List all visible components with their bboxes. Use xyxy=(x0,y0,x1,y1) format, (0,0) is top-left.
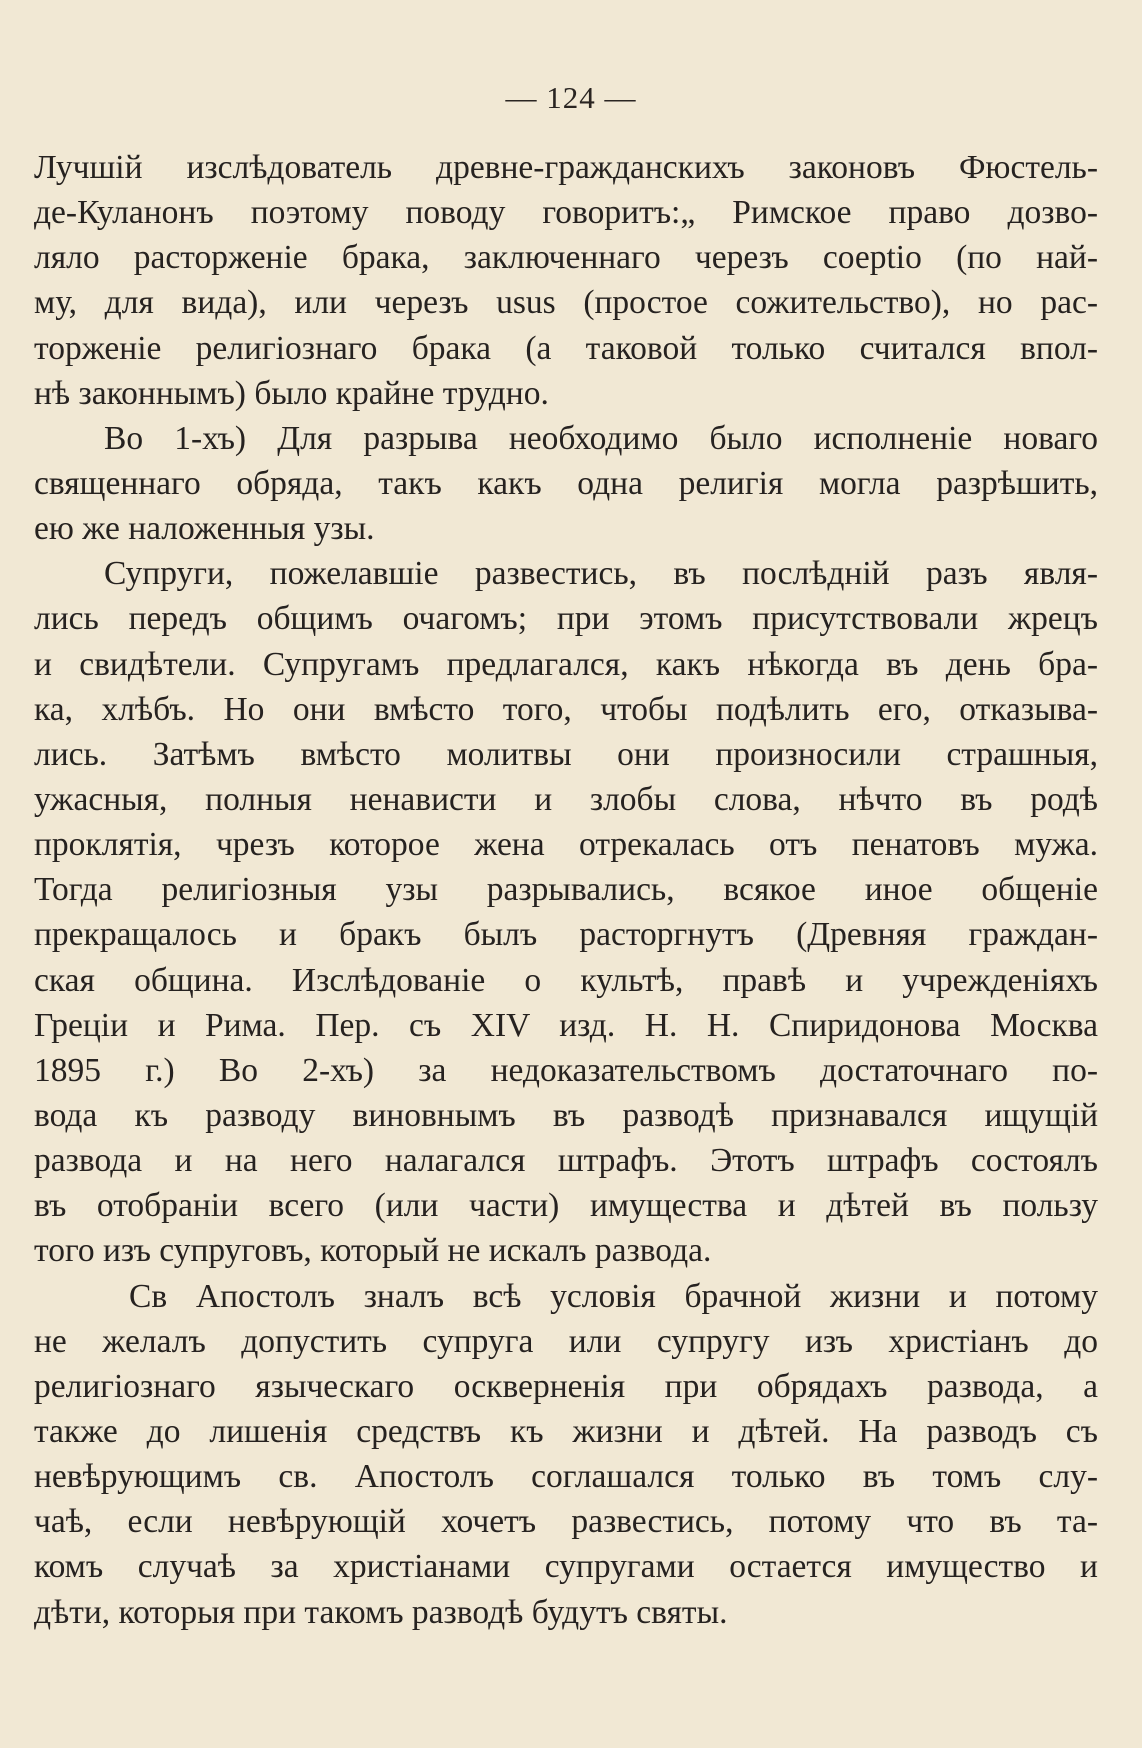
text-line: чаѣ, если невѣрующій хочетъ развестись, потому что въ та- xyxy=(34,1503,1098,1541)
text-line: лись передъ общимъ очагомъ; при этомъ присутствовали жрецъ xyxy=(34,600,1098,638)
text-line: де-Куланонъ поэтому поводу говоритъ:„ Римское право дозво- xyxy=(34,194,1098,232)
text-line: ка, хлѣбъ. Но они вмѣсто того, чтобы подѣлить его, отказыва- xyxy=(34,690,1098,728)
text-line: прекращалось и бракъ былъ расторгнутъ (Древняя граждан- xyxy=(34,916,1098,954)
text-line: ляло расторженіе брака, заключеннаго черезъ соерtio (по най- xyxy=(34,239,1098,277)
text-line: Лучшій изслѣдователь древне-гражданскихъ законовъ Фюстель- xyxy=(34,149,1098,186)
text-line: комъ случаѣ за христіанами супругами остается имущество и xyxy=(34,1548,1098,1586)
text-line: Тогда религіозныя узы разрывались, всякое иное общеніе xyxy=(34,871,1098,909)
text-line: религіознаго языческаго оскверненія при обрядахъ развода, а xyxy=(34,1367,1098,1405)
text-line: торженіе религіознаго брака (а таковой только считался впол- xyxy=(34,329,1098,367)
text-line: Во 1-хъ) Для разрыва необходимо было исполненіе новаго xyxy=(104,419,1098,457)
text-line: дѣти, которыя при такомъ разводѣ будутъ святы. xyxy=(34,1593,728,1631)
text-line: 1895 г.) Во 2-хъ) за недоказательствомъ достаточнаго по- xyxy=(34,1051,1098,1089)
text-line: и свидѣтели. Супругамъ предлагался, какъ нѣкогда въ день бра- xyxy=(34,645,1098,683)
text-line: невѣрующимъ св. Апостолъ соглашался только въ томъ слу- xyxy=(34,1458,1098,1496)
text-line: му, для вида), или черезъ usus (простое сожительство), но рас- xyxy=(34,284,1098,322)
text-line: не желалъ допустить супруга или супругу изъ христіанъ до xyxy=(34,1322,1098,1360)
text-line: также до лишенія средствъ къ жизни и дѣтей. На разводъ съ xyxy=(34,1412,1098,1450)
text-line: Супруги, пожелавшіе развестись, въ послѣдній разъ явля- xyxy=(104,555,1098,593)
text-line: въ отобраніи всего (или части) имущества и дѣтей въ пользу xyxy=(34,1187,1098,1225)
text-line: ская община. Изслѣдованіе о культѣ, правѣ и учрежденіяхъ xyxy=(34,961,1098,999)
text-line: вода къ разводу виновнымъ въ разводѣ признавался ищущій xyxy=(34,1096,1098,1134)
body-text xyxy=(34,145,1098,1635)
text-line: Св Апостолъ зналъ всѣ условія брачной жизни и потому xyxy=(129,1277,1098,1315)
text-line: Греціи и Рима. Пер. съ XIV изд. Н. Н. Спиридонова Москва xyxy=(34,1006,1098,1044)
text-line: лись. Затѣмъ вмѣсто молитвы они произносили страшныя, xyxy=(34,735,1098,773)
text-line: развода и на него налагался штрафъ. Этотъ штрафъ состоялъ xyxy=(34,1142,1098,1180)
text-line: нѣ законнымъ) было крайне трудно. xyxy=(34,374,549,412)
text-line: ею же наложенныя узы. xyxy=(34,510,375,548)
text-line: того изъ супруговъ, который не искалъ развода. xyxy=(34,1232,712,1270)
text-line: ужасныя, полныя ненависти и злобы слова, нѣчто въ родѣ xyxy=(34,780,1098,818)
page-number: — 124 — xyxy=(505,80,637,115)
text-line: священнаго обряда, такъ какъ одна религія могла разрѣшить, xyxy=(34,464,1098,502)
text-line: проклятія, чрезъ которое жена отрекалась отъ пенатовъ мужа. xyxy=(34,826,1098,864)
